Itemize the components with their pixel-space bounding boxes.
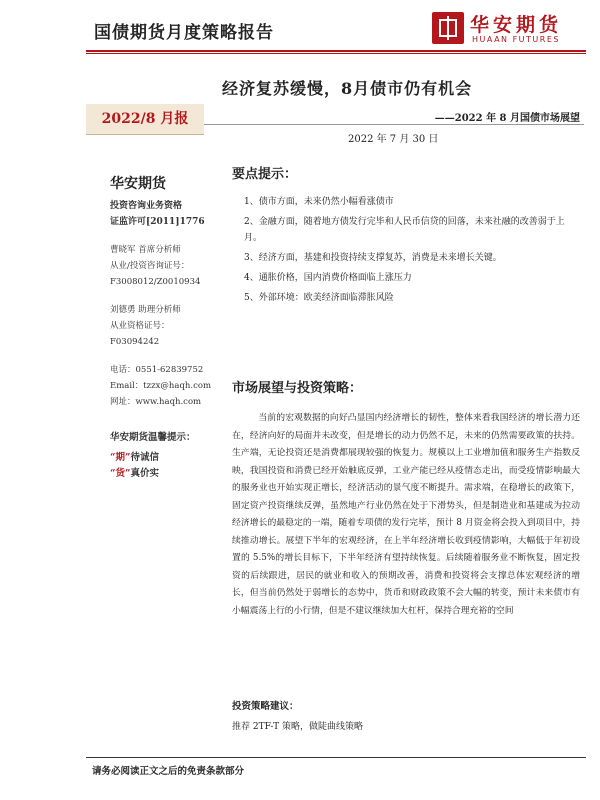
strategy-advice-text: 推荐 2TF-T 策略，做陡曲线策略 xyxy=(232,722,364,732)
tip-line-2 xyxy=(110,466,220,482)
header-divider-thin xyxy=(86,53,586,54)
analyst1-cert: F3008012/Z0010934 xyxy=(110,277,201,287)
key-point-item: 5、外部环境：欧美经济面临滞胀风险 xyxy=(244,293,394,303)
header-divider xyxy=(86,50,586,52)
outlook-body-text: 当前的宏观数据的向好凸显国内经济增长的韧性，整体来看我国经济的增长潜力还在，经济向好的局面并未改变，但是增长的动力仍然不足，未来的仍然需要政策的扶持。生产端，无论投资还是消费都展现较强的恢复力。规模以上工业增加值和服务生产指数反映，我国投资和消费已经开始触底反弹，工业产能已经从疫情态走出，而受疫情影响最大的服务业也开始实现正增长，经济活动的景气度不断提升。需求端，在稳增长的政策下，固定资产投资继续反弹，虽然地产行业仍然在处于下滑势头，但是制造业和基建成为拉动经济增长的最稳定的一端，随着专项债的发行完毕，预计 8 月资金将会投入到项目中，持续推动增长。展望下半年的宏观经济，在上半年经济增长收到疫情影响，大幅低于年初设置的 5.5%的增长目标下，下半年经济有望持续恢复。后续随着服务业不断恢复，固定投资的后续跟进，居民的就业和收入的预期改善，消费和投资将会支撑总体宏观经济的增长，但当前仍然处于弱增长的态势中，货币和财政政策不会大幅的转变，预计未来债市有小幅震荡上行的小行情，但是不建议继续加大杠杆，保持合理充裕的空间 xyxy=(232,413,580,616)
key-point-item: 2、金融方面，随着地方债发行完毕和人民币信贷的回落，未来社融的改善弱于上月。 xyxy=(244,217,565,243)
analyst1-name: 曹晓军 首席分析师 xyxy=(110,245,181,255)
subtitle-divider xyxy=(204,124,584,125)
report-main-title: 经济复苏缓慢，8月债市仍有机会 xyxy=(222,79,473,98)
tip1-quote: “期” xyxy=(110,452,131,463)
sidebar xyxy=(110,176,220,482)
period-tab-label: 2022/8 月报 xyxy=(101,111,189,127)
period-tab xyxy=(86,104,204,135)
outlook-section-title: 市场展望与投资策略： xyxy=(232,381,363,396)
tip2-quote: “货” xyxy=(110,468,131,479)
key-points-title: 要点提示： xyxy=(232,167,298,182)
analyst1-cert-label: 从业/投资咨询证号： xyxy=(110,261,190,271)
logo-english-text: HUAAN FUTURES xyxy=(472,35,560,44)
footer-divider xyxy=(86,757,586,758)
license-line-2: 证监许可[2011]1776 xyxy=(110,217,205,227)
key-point-item: 3、经济方面，基建和投资持续支撑复苏，消费是未来增长关键。 xyxy=(244,253,502,263)
tip2-rest: 真价实 xyxy=(130,468,159,479)
tip-title: 华安期货温馨提示： xyxy=(110,432,196,443)
key-point-item: 1、债市方面，未来仍然小幅看涨债市 xyxy=(244,197,394,207)
report-date: 2022 年 7 月 30 日 xyxy=(348,134,439,145)
key-points-list xyxy=(244,194,574,310)
analyst2-name: 刘德勇 助理分析师 xyxy=(110,305,181,315)
sidebar-brand: 华安期货 xyxy=(110,176,166,192)
contact-phone: 电话：0551-62839752 xyxy=(110,365,204,375)
contact-website[interactable]: 网址：www.haqh.com xyxy=(110,397,202,407)
logo-mark-icon xyxy=(432,12,464,44)
analyst2-cert-label: 从业资格证号： xyxy=(110,321,170,331)
key-point-item: 4、通胀价格，国内消费价格面临上涨压力 xyxy=(244,273,412,283)
contact-email[interactable]: Email：tzzx@haqh.com xyxy=(110,381,212,391)
logo-chinese-text: 华安期货 xyxy=(470,14,563,36)
tip1-rest: 待诚信 xyxy=(130,452,159,463)
tip-line-1 xyxy=(110,450,220,466)
footer-disclaimer: 请务必阅读正文之后的免责条款部分 xyxy=(92,766,245,777)
strategy-advice-title: 投资策略建议： xyxy=(232,701,299,712)
huaan-futures-logo xyxy=(432,10,582,50)
license-line-1: 投资咨询业务资格 xyxy=(110,201,183,211)
report-series-title: 国债期货月度策略报告 xyxy=(94,23,274,43)
report-subtitle: ——2022 年 8 月国债市场展望 xyxy=(434,113,580,124)
analyst2-cert: F03094242 xyxy=(110,337,160,347)
